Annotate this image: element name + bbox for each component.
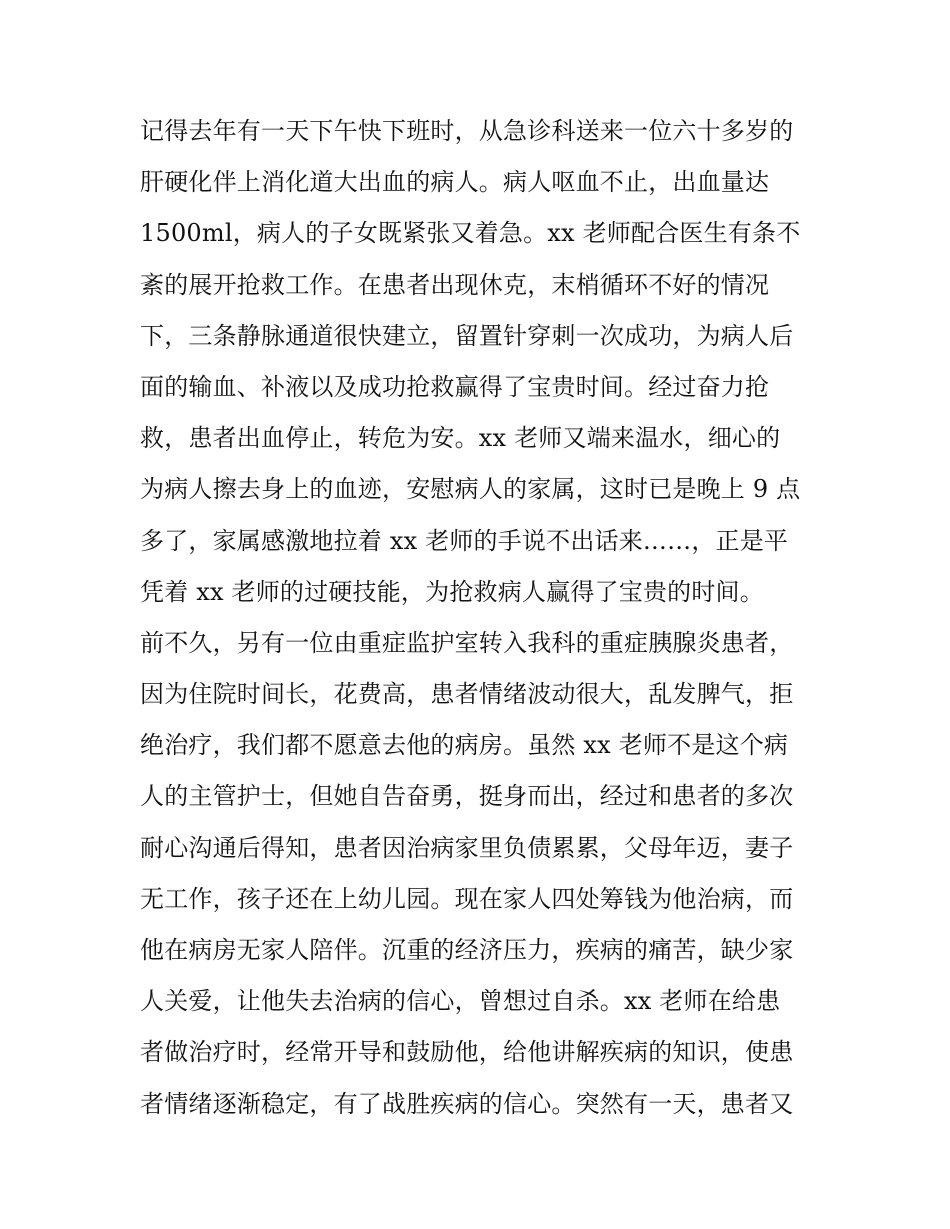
text-line: 记得去年有一天下午快下班时，从急诊科送来一位六十多岁的 — [140, 117, 794, 145]
text-line: 前不久，另有一位由重症监护室转入我科的重症胰腺炎患者， — [140, 628, 794, 657]
text-line: 肝硬化伴上消化道大出血的病人。病人呕血不止，出血量达 — [140, 168, 770, 197]
text-line: 为病人擦去身上的血迹，安慰病人的家属，这时已是晚上 9 点 — [140, 475, 801, 504]
text-line: 下，三条静脉通道很快建立，留置针穿刺一次成功，为病人后 — [140, 321, 794, 350]
text-line: 紊的展开抢救工作。在患者出现休克，末梢循环不好的情况 — [140, 270, 770, 299]
text-line: 者做治疗时，经常开导和鼓励他，给他讲解疾病的知识，使患 — [140, 1038, 794, 1067]
text-line: 1500ml，病人的子女既紧张又着急。xx 老师配合医生有条不 — [140, 219, 801, 248]
text-line: 绝治疗，我们都不愿意去他的病房。虽然 xx 老师不是这个病 — [140, 731, 789, 760]
text-line: 他在病房无家人陪伴。沉重的经济压力，疾病的痛苦，缺少家 — [140, 936, 794, 964]
body-text — [140, 106, 830, 1130]
text-line: 无工作，孩子还在上幼儿园。现在家人四处筹钱为他治病，而 — [140, 884, 794, 913]
text-line: 因为住院时间长，花费高，患者情绪波动很大，乱发脾气，拒 — [140, 680, 794, 709]
text-line: 耐心沟通后得知，患者因治病家里负债累累，父母年迈，妻子 — [140, 833, 794, 862]
text-line: 面的输血、补液以及成功抢救赢得了宝贵时间。经过奋力抢 — [140, 372, 770, 401]
text-line: 者情绪逐渐稳定，有了战胜疾病的信心。突然有一天，患者又 — [140, 1089, 794, 1118]
text-line: 多了，家属感激地拉着 xx 老师的手说不出话来……，正是平 — [140, 526, 789, 555]
text-line: 人关爱，让他失去治病的信心，曾想过自杀。xx 老师在给患 — [140, 987, 781, 1016]
text-line: 人的主管护士，但她自告奋勇，挺身而出，经过和患者的多次 — [140, 782, 794, 811]
text-line: 凭着 xx 老师的过硬技能，为抢救病人赢得了宝贵的时间。 — [140, 577, 764, 606]
text-line: 救，患者出血停止，转危为安。xx 老师又端来温水，细心的 — [140, 424, 781, 453]
